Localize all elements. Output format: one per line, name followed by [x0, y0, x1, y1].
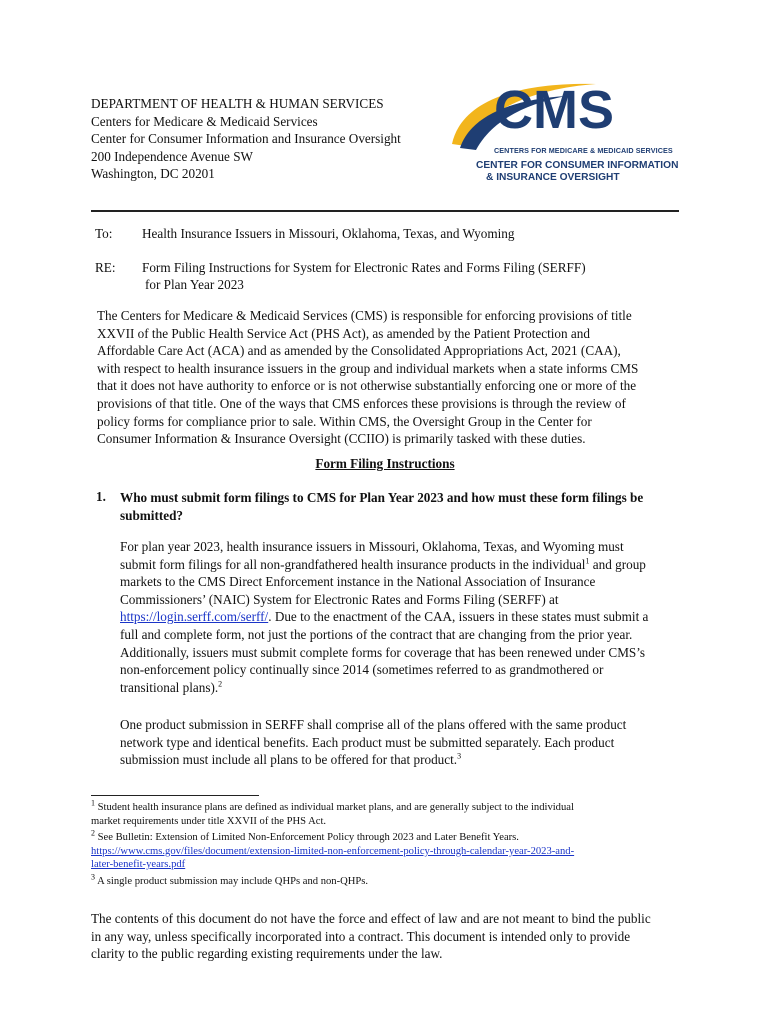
product-line: One product submission in SERFF shall comprise all of the plans offered with the same product — [120, 717, 627, 732]
intro-line: with respect to health insurance issuers in the group and individual markets when a state informs CMS — [97, 360, 639, 376]
intro-line: Affordable Care Act (ACA) and as amended by the Consolidated Appropriations Act, 2021 (CAA), — [97, 343, 621, 359]
footnote-number: 3 — [91, 872, 95, 882]
product-text: submission must include all plans to be offered for that product. — [120, 752, 458, 768]
intro-line: The Centers for Medicare & Medicaid Services (CMS) is responsible for enforcing provisions of title — [97, 308, 632, 323]
answer-line — [120, 608, 648, 626]
footnote-text: A single product submission may include QHPs and non-QHPs. — [95, 876, 369, 887]
footnote-line — [91, 858, 574, 872]
logo-subtitle: CENTERS FOR MEDICARE & MEDICAID SERVICES — [494, 146, 673, 155]
question-text — [120, 489, 643, 524]
answer-line: full and complete form, not just the portions of the contract that are changing from the prior year. — [120, 626, 633, 642]
address-line-center: Center for Consumer Information and Insurance Oversight — [91, 131, 401, 146]
answer-line — [120, 556, 648, 574]
disclaimer-line: in any way, unless specifically incorporated into a contract. This document is intended only to provide — [91, 928, 631, 944]
logo-center-line1: CENTER FOR CONSUMER INFORMATION — [476, 160, 679, 171]
intro-line: policy forms for compliance prior to sale. Within CMS, the Oversight Group in the Center for — [97, 413, 592, 429]
footnote-3 — [91, 872, 369, 889]
answer-text: transitional plans). — [120, 679, 219, 695]
footnote-2 — [91, 828, 575, 872]
disclaimer-line: clarity to the public regarding existing requirements under the law. — [91, 946, 443, 962]
footnote-number: 1 — [91, 798, 95, 808]
disclaimer-line: The contents of this document do not have the force and effect of law and are not meant to bind the public — [91, 911, 651, 926]
answer-line — [120, 679, 648, 697]
address-line-street: 200 Independence Avenue SW — [91, 148, 253, 164]
answer-line: Commissioners’ (NAIC) System for Electronic Rates and Forms Filing (SERFF) at — [120, 591, 559, 607]
to-value: Health Insurance Issuers in Missouri, Oklahoma, Texas, and Wyoming — [142, 226, 515, 241]
footnote-ref-3[interactable]: 3 — [457, 751, 462, 761]
answer-text: . Due to the enactment of the CAA, issuers in these states must submit a — [268, 609, 649, 625]
question-line: Who must submit form filings to CMS for Plan Year 2023 and how must these form filings be — [120, 490, 644, 505]
question-line: submitted? — [120, 507, 184, 523]
logo-wordmark: CMS — [494, 80, 614, 140]
footnote-1 — [91, 798, 574, 828]
product-paragraph — [120, 716, 626, 769]
answer-paragraph — [120, 538, 648, 696]
footnote-line — [91, 798, 574, 815]
disclaimer-paragraph — [91, 910, 651, 963]
footnote-line — [91, 828, 574, 845]
intro-line: XXVII of the Public Health Service Act (PHS Act), as amended by the Patient Protection and — [97, 325, 590, 341]
answer-text: and group — [589, 556, 646, 572]
address-line-agency: Centers for Medicare & Medicaid Services — [91, 113, 318, 129]
answer-line: markets to the CMS Direct Enforcement instance in the National Association of Insurance — [120, 574, 596, 590]
re-label: RE: — [95, 260, 116, 275]
cms-logo — [446, 78, 686, 188]
answer-text: submit form filings for all non-grandfathered health insurance products in the individual — [120, 556, 586, 572]
re-value-line1: Form Filing Instructions for System for Electronic Rates and Forms Filing (SERFF) — [142, 260, 586, 275]
header-divider — [91, 210, 679, 212]
answer-line: For plan year 2023, health insurance issuers in Missouri, Oklahoma, Texas, and Wyoming must — [120, 539, 624, 554]
question-number: 1. — [96, 489, 106, 504]
footnote-text: See Bulletin: Extension of Limited Non-Enforcement Policy through 2023 and Later Benefit Years. — [95, 832, 519, 843]
bulletin-link-continued[interactable]: later-benefit-years.pdf — [91, 859, 186, 871]
footnote-line: market requirements under title XXVII of the PHS Act. — [91, 815, 327, 827]
address-line-department: DEPARTMENT OF HEALTH & HUMAN SERVICES — [91, 96, 384, 111]
footnote-divider — [91, 795, 259, 796]
serff-login-link[interactable]: https://login.serff.com/serff/ — [120, 609, 269, 625]
to-label: To: — [95, 226, 113, 241]
answer-line: Additionally, issuers must submit complete forms for coverage that has been renewed under CMS’s — [120, 644, 646, 660]
sender-address — [91, 95, 401, 183]
bulletin-link[interactable]: https://www.cms.gov/files/document/extension-limited-non-enforcement-policy-through-calendar-year-2023-and- — [91, 845, 575, 857]
footnote-ref-1[interactable]: 1 — [585, 556, 590, 566]
product-line: network type and identical benefits. Each product must be submitted separately. Each product — [120, 734, 615, 750]
section-heading: Form Filing Instructions — [315, 456, 455, 471]
footnote-line — [91, 872, 369, 889]
footnote-text: Student health insurance plans are defined as individual market plans, and are generally subject to the individual — [95, 802, 574, 813]
intro-line: provisions of that title. One of the ways that CMS enforces these provisions is through the review of — [97, 395, 626, 411]
intro-line: that it does not have authority to enforce or is not otherwise substantially enforcing one or more of the — [97, 378, 637, 394]
intro-paragraph — [97, 307, 638, 448]
footnote-line — [91, 845, 574, 859]
logo-center-line2: & INSURANCE OVERSIGHT — [486, 172, 620, 183]
product-line — [120, 751, 626, 769]
answer-line: non-enforcement policy continually since 2014 (sometimes referred to as grandmothered or — [120, 662, 604, 678]
re-value-line2: for Plan Year 2023 — [145, 277, 244, 292]
address-line-city: Washington, DC 20201 — [91, 166, 215, 181]
intro-line: Consumer Information & Insurance Oversight (CCIIO) is primarily tasked with these duties. — [97, 431, 586, 447]
footnote-number: 2 — [91, 828, 95, 838]
footnote-ref-2[interactable]: 2 — [218, 679, 223, 689]
